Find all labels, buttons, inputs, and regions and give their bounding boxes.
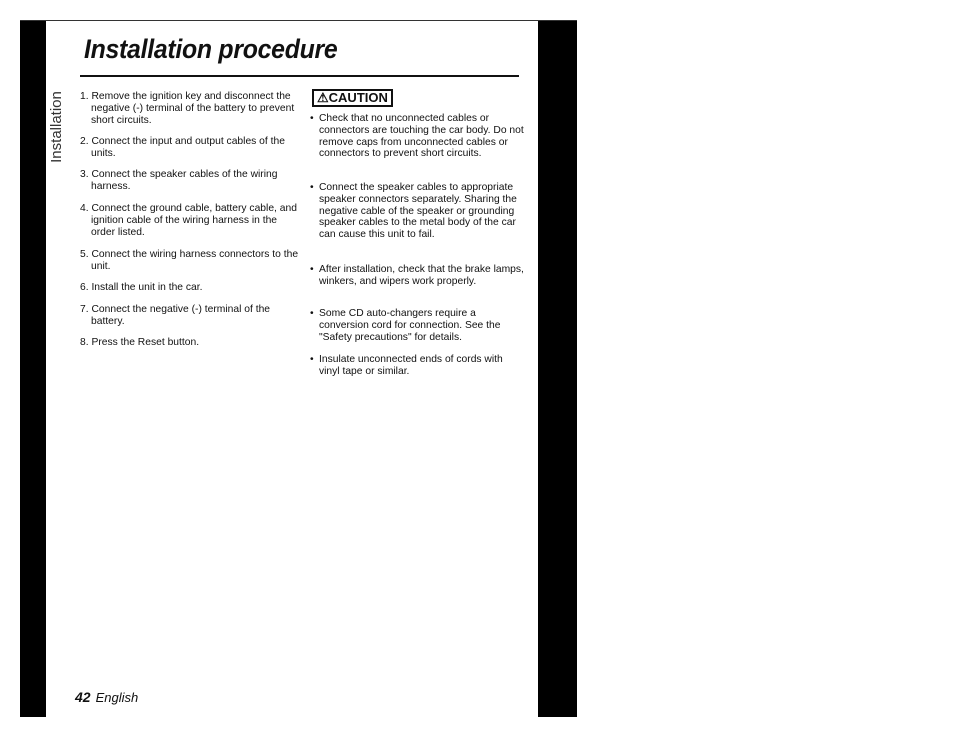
scan-border-left: [20, 20, 46, 717]
scan-top-edge: [20, 20, 577, 21]
step-item: 7. Connect the negative (-) terminal of the battery.: [80, 304, 271, 327]
caution-bullet: • Some CD auto-changers require a conversion cord for connection. See the "Safety precautions" for details.: [310, 308, 501, 343]
caution-heading: ⚠CAUTION: [312, 89, 393, 107]
step-item: 8. Press the Reset button.: [80, 337, 200, 348]
bullet-icon: •: [310, 264, 314, 275]
caution-bullet: • Connect the speaker cables to appropriate speaker connectors separately. Sharing the negative cable of the speaker or grounding speaker cables to the metal body of the car can cause this unit to fail.: [310, 182, 517, 241]
title-rule: [80, 75, 519, 77]
page-number: 42: [75, 689, 91, 705]
step-item: 6. Install the unit in the car.: [80, 282, 203, 293]
bullet-icon: •: [310, 354, 314, 365]
bullet-icon: •: [310, 182, 314, 193]
caution-bullet: • Check that no unconnected cables or connectors are touching the car body. Do not remove caps from unconnected cables or connectors to prevent short circuits.: [310, 113, 524, 160]
step-item: 4. Connect the ground cable, battery cable, and ignition cable of the wiring harness in the order listed.: [80, 203, 297, 238]
bullet-icon: •: [310, 308, 314, 319]
scan-border-right: [538, 20, 577, 717]
bullet-icon: •: [310, 113, 314, 124]
footer-language: English: [95, 690, 139, 705]
step-item: 3. Connect the speaker cables of the wiring harness.: [80, 169, 278, 192]
step-item: 2. Connect the input and output cables of the units.: [80, 136, 285, 159]
section-tab: Installation: [48, 91, 65, 163]
caution-bullet: • After installation, check that the brake lamps, winkers, and wipers work properly.: [310, 264, 524, 287]
step-item: 1. Remove the ignition key and disconnect the negative (-) terminal of the battery to prevent short circuits.: [80, 91, 295, 126]
step-item: 5. Connect the wiring harness connectors to the unit.: [80, 249, 299, 272]
caution-bullet: • Insulate unconnected ends of cords with vinyl tape or similar.: [310, 354, 503, 377]
page-footer: [75, 689, 138, 705]
page-title: Installation procedure: [84, 34, 338, 64]
